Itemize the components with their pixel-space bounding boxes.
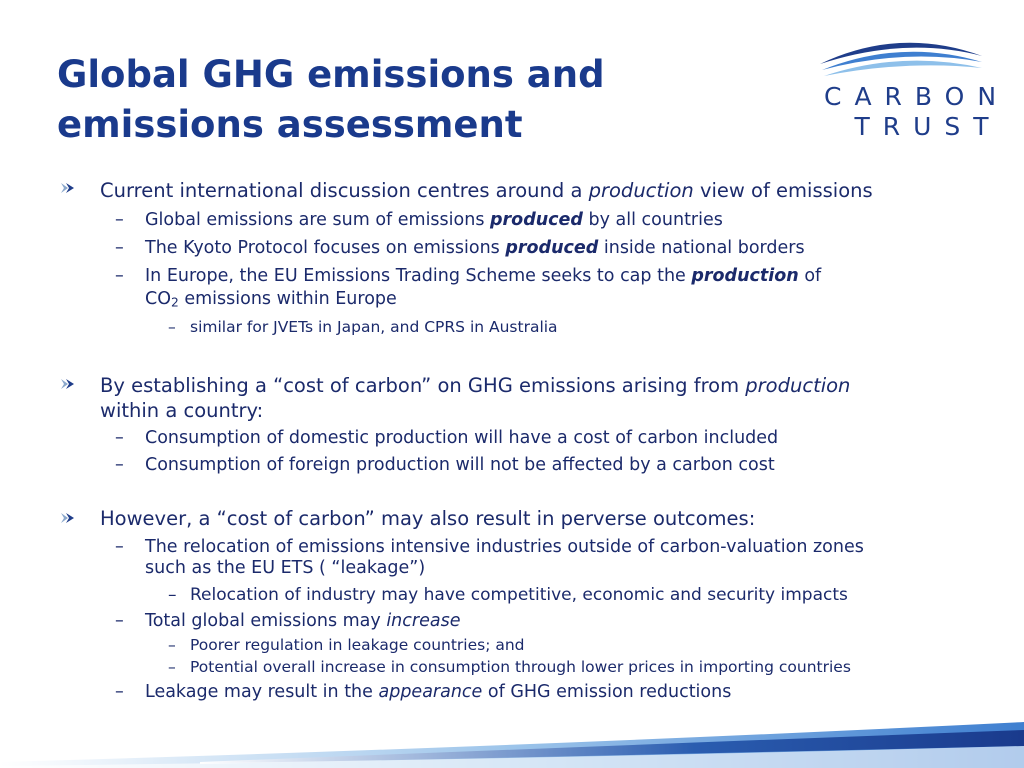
bullet-arrow-icon xyxy=(60,512,76,524)
dash-bullet: – xyxy=(115,682,124,702)
page-title xyxy=(57,50,757,150)
bullet-3-sub-1-line-2: such as the EU ETS ( “leakage”) xyxy=(145,558,426,578)
bullet-3-sub-3 xyxy=(145,682,731,702)
bullet-1-sub-3 xyxy=(145,266,821,286)
bullet-1-sub-3-line-2 xyxy=(145,289,397,309)
dash-bullet: – xyxy=(168,318,176,336)
bullet-arrow-icon xyxy=(60,378,76,390)
dash-bullet: – xyxy=(168,636,176,654)
logo-arcs-icon xyxy=(810,30,990,85)
sub-text-end: inside national borders xyxy=(598,238,805,258)
bullet-1-text: Current international discussion centres around a xyxy=(100,179,589,202)
sub-emphasis: increase xyxy=(386,611,461,631)
carbon-trust-logo xyxy=(810,30,1010,141)
sub-text: The Kyoto Protocol focuses on emissions xyxy=(145,238,506,258)
sub-emphasis: appearance xyxy=(378,682,483,702)
co2-subscript: 2 xyxy=(171,295,179,310)
logo-word-carbon: CARBON xyxy=(824,82,1010,111)
bullet-3-sub-1-detail: Relocation of industry may have competitive, economic and security impacts xyxy=(190,585,848,605)
bullet-1 xyxy=(100,179,873,202)
title-line-2: emissions assessment xyxy=(57,103,523,146)
bullet-3: However, a “cost of carbon” may also result in perverse outcomes: xyxy=(100,507,756,530)
dash-bullet: – xyxy=(168,585,177,605)
bullet-1-text-end: view of emissions xyxy=(693,179,873,202)
bullet-2 xyxy=(100,374,850,397)
sub-text-end: of xyxy=(798,266,822,286)
dash-bullet: – xyxy=(168,658,176,676)
bullet-2-line-2: within a country: xyxy=(100,399,264,422)
sub-text: Leakage may result in the xyxy=(145,682,379,702)
title-line-1: Global GHG emissions and xyxy=(57,53,605,96)
bullet-2-emphasis: production xyxy=(745,374,851,397)
sub-emphasis: production xyxy=(691,266,799,286)
sub-emphasis: produced xyxy=(505,238,599,258)
dash-bullet: – xyxy=(115,611,124,631)
dash-bullet: – xyxy=(115,210,124,230)
bullet-arrow-icon xyxy=(60,182,76,194)
sub-text-end: of GHG emission reductions xyxy=(482,682,732,702)
bullet-3-sub-2-detail-1: Poorer regulation in leakage countries; and xyxy=(190,636,525,654)
dash-bullet: – xyxy=(115,238,124,258)
logo-word-trust: TRUST xyxy=(854,112,1002,141)
bullet-2-sub-1: Consumption of domestic production will have a cost of carbon included xyxy=(145,428,779,448)
sub-text-end: by all countries xyxy=(582,210,723,230)
sub-text-end: emissions within Europe xyxy=(178,289,397,309)
bullet-1-emphasis: production xyxy=(588,179,694,202)
bullet-3-sub-2 xyxy=(145,611,460,631)
sub-text: In Europe, the EU Emissions Trading Scheme seeks to cap the xyxy=(145,266,692,286)
dash-bullet: – xyxy=(115,537,124,557)
sub-text: Global emissions are sum of emissions xyxy=(145,210,491,230)
bullet-1-sub-1 xyxy=(145,210,723,230)
bullet-1-sub-2 xyxy=(145,238,805,258)
bullet-3-sub-2-detail-2: Potential overall increase in consumption through lower prices in importing countries xyxy=(190,658,851,676)
footer-swoosh xyxy=(0,700,1024,768)
sub-emphasis: produced xyxy=(490,210,583,230)
sub-text: Total global emissions may xyxy=(145,611,387,631)
bullet-3-sub-1: The relocation of emissions intensive industries outside of carbon-valuation zones xyxy=(145,537,864,557)
bullet-2-text: By establishing a “cost of carbon” on GHG emissions arising from xyxy=(100,374,746,397)
bullet-2-sub-2: Consumption of foreign production will not be affected by a carbon cost xyxy=(145,455,775,475)
dash-bullet: – xyxy=(115,266,124,286)
dash-bullet: – xyxy=(115,455,124,475)
co2-text: CO xyxy=(145,289,171,309)
bullet-1-sub-3-detail: similar for JVETs in Japan, and CPRS in Australia xyxy=(190,318,558,336)
dash-bullet: – xyxy=(115,428,124,448)
